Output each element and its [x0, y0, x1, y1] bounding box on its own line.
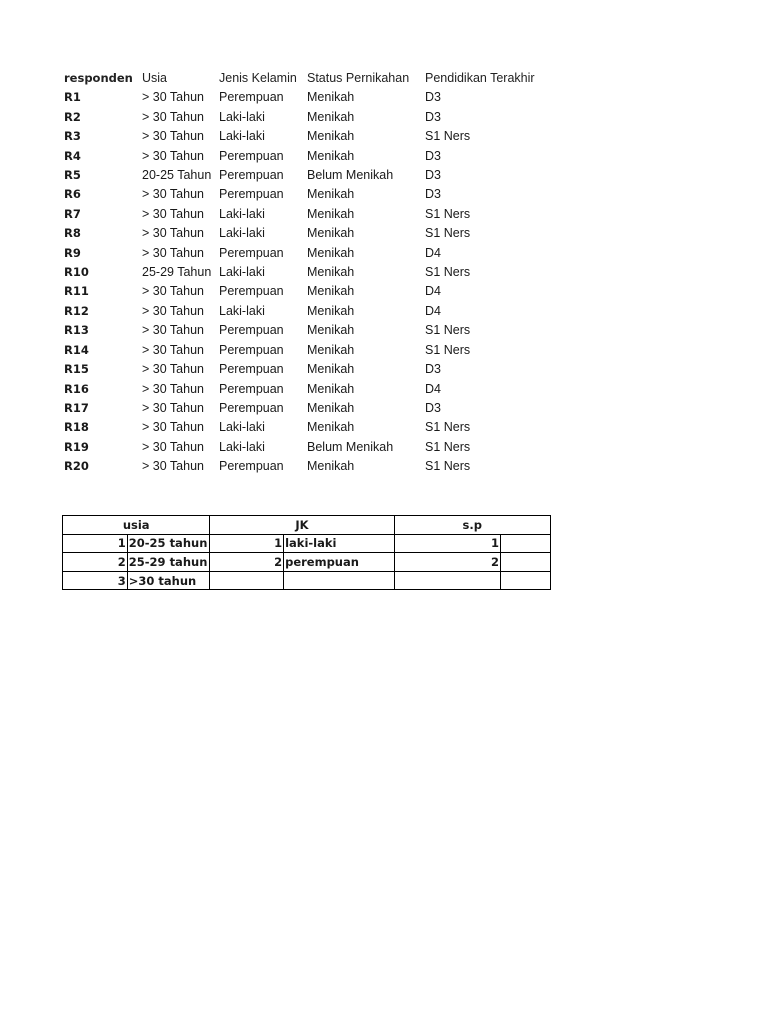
code-jk-number[interactable]: [210, 571, 284, 590]
cell-status-pernikahan[interactable]: Menikah: [307, 90, 355, 105]
cell-status-pernikahan[interactable]: Menikah: [307, 323, 355, 338]
cell-pendidikan-terakhir[interactable]: D4: [425, 284, 441, 299]
cell-status-pernikahan[interactable]: Menikah: [307, 148, 355, 163]
cell-status-pernikahan[interactable]: Menikah: [307, 420, 355, 435]
table-row: [62, 418, 557, 437]
header-status-pernikahan[interactable]: Status Pernikahan: [307, 71, 410, 85]
code-header-sp[interactable]: s.p: [394, 516, 550, 535]
table-row: [62, 127, 557, 146]
code-jk-label[interactable]: perempuan: [284, 553, 394, 572]
cell-jenis-kelamin[interactable]: Laki-laki: [219, 420, 265, 435]
cell-pendidikan-terakhir[interactable]: D3: [425, 187, 441, 202]
cell-pendidikan-terakhir[interactable]: S1 Ners: [425, 129, 471, 144]
cell-status-pernikahan[interactable]: Menikah: [307, 400, 355, 415]
table-row: [62, 302, 557, 321]
cell-responden[interactable]: R13: [64, 323, 89, 338]
cell-pendidikan-terakhir[interactable]: D4: [425, 303, 441, 318]
table-row: [62, 341, 557, 360]
cell-pendidikan-terakhir[interactable]: D3: [425, 90, 441, 105]
cell-jenis-kelamin[interactable]: Perempuan: [219, 400, 284, 415]
code-sp-number[interactable]: 1: [394, 534, 500, 553]
cell-jenis-kelamin[interactable]: Perempuan: [219, 323, 284, 338]
cell-jenis-kelamin[interactable]: Laki-laki: [219, 303, 265, 318]
cell-jenis-kelamin[interactable]: Perempuan: [219, 284, 284, 299]
cell-jenis-kelamin[interactable]: Perempuan: [219, 362, 284, 377]
cell-pendidikan-terakhir[interactable]: D3: [425, 109, 441, 124]
cell-status-pernikahan[interactable]: Menikah: [307, 265, 355, 280]
respondent-table: [62, 69, 557, 477]
cell-usia[interactable]: > 30 Tahun: [142, 148, 204, 163]
cell-pendidikan-terakhir[interactable]: S1 Ners: [425, 265, 471, 280]
cell-usia[interactable]: > 30 Tahun: [142, 381, 204, 396]
cell-responden[interactable]: R20: [64, 459, 89, 474]
cell-jenis-kelamin[interactable]: Perempuan: [219, 187, 284, 202]
cell-pendidikan-terakhir[interactable]: S1 Ners: [425, 420, 471, 435]
table-row: [62, 108, 557, 127]
code-jk-number[interactable]: 2: [210, 553, 284, 572]
table-row: [62, 88, 557, 107]
code-jk-label[interactable]: [284, 571, 394, 590]
cell-responden[interactable]: R10: [64, 265, 89, 280]
cell-usia[interactable]: > 30 Tahun: [142, 187, 204, 202]
table-row: [62, 147, 557, 166]
code-usia-label[interactable]: 25-29 tahun: [127, 553, 210, 572]
cell-usia[interactable]: > 30 Tahun: [142, 129, 204, 144]
cell-pendidikan-terakhir[interactable]: D3: [425, 148, 441, 163]
code-usia-label[interactable]: 20-25 tahun: [127, 534, 210, 553]
cell-status-pernikahan[interactable]: Menikah: [307, 459, 355, 474]
cell-responden[interactable]: R15: [64, 362, 89, 377]
header-row: [62, 69, 557, 88]
code-jk-label[interactable]: laki-laki: [284, 534, 394, 553]
cell-jenis-kelamin[interactable]: Perempuan: [219, 342, 284, 357]
cell-pendidikan-terakhir[interactable]: S1 Ners: [425, 323, 471, 338]
table-row: [62, 321, 557, 340]
cell-usia[interactable]: 20-25 Tahun: [142, 168, 212, 183]
cell-status-pernikahan[interactable]: Menikah: [307, 226, 355, 241]
table-row: [62, 166, 557, 185]
cell-responden[interactable]: R6: [64, 187, 81, 202]
cell-usia[interactable]: > 30 Tahun: [142, 362, 204, 377]
cell-jenis-kelamin[interactable]: Perempuan: [219, 168, 284, 183]
cell-jenis-kelamin[interactable]: Laki-laki: [219, 129, 265, 144]
cell-responden[interactable]: R17: [64, 400, 89, 415]
code-usia-label[interactable]: >30 tahun: [127, 571, 210, 590]
cell-responden[interactable]: R3: [64, 129, 81, 144]
table-row: [62, 263, 557, 282]
cell-pendidikan-terakhir[interactable]: S1 Ners: [425, 206, 471, 221]
cell-usia[interactable]: > 30 Tahun: [142, 420, 204, 435]
cell-responden[interactable]: R4: [64, 148, 81, 163]
cell-jenis-kelamin[interactable]: Laki-laki: [219, 109, 265, 124]
cell-responden[interactable]: R11: [64, 284, 89, 299]
cell-usia[interactable]: > 30 Tahun: [142, 323, 204, 338]
code-usia-number[interactable]: 1: [63, 534, 128, 553]
cell-pendidikan-terakhir[interactable]: D3: [425, 362, 441, 377]
cell-usia[interactable]: 25-29 Tahun: [142, 265, 212, 280]
cell-responden[interactable]: R18: [64, 420, 89, 435]
cell-usia[interactable]: > 30 Tahun: [142, 226, 204, 241]
cell-status-pernikahan[interactable]: Menikah: [307, 206, 355, 221]
cell-usia[interactable]: > 30 Tahun: [142, 90, 204, 105]
table-row: [62, 282, 557, 301]
cell-responden[interactable]: R19: [64, 439, 89, 454]
cell-pendidikan-terakhir[interactable]: D4: [425, 381, 441, 396]
code-sp-number[interactable]: [394, 571, 500, 590]
cell-pendidikan-terakhir[interactable]: D4: [425, 245, 441, 260]
table-row: [62, 399, 557, 418]
code-sp-label[interactable]: [500, 571, 550, 590]
cell-usia[interactable]: > 30 Tahun: [142, 459, 204, 474]
cell-responden[interactable]: R5: [64, 168, 81, 183]
table-row: [62, 185, 557, 204]
table-row: [62, 244, 557, 263]
cell-responden[interactable]: R7: [64, 206, 81, 221]
code-sp-label[interactable]: [500, 534, 550, 553]
cell-usia[interactable]: > 30 Tahun: [142, 284, 204, 299]
cell-jenis-kelamin[interactable]: Laki-laki: [219, 206, 265, 221]
cell-status-pernikahan[interactable]: Menikah: [307, 129, 355, 144]
code-row: [63, 553, 551, 572]
cell-status-pernikahan[interactable]: Belum Menikah: [307, 439, 394, 454]
cell-responden[interactable]: R1: [64, 90, 81, 105]
cell-responden[interactable]: R14: [64, 342, 89, 357]
code-row: [63, 571, 551, 590]
code-usia-number[interactable]: 3: [63, 571, 128, 590]
cell-responden[interactable]: R8: [64, 226, 81, 241]
header-pendidikan-terakhir[interactable]: Pendidikan Terakhir: [425, 71, 535, 85]
cell-status-pernikahan[interactable]: Belum Menikah: [307, 168, 394, 183]
cell-pendidikan-terakhir[interactable]: S1 Ners: [425, 439, 471, 454]
code-sp-number[interactable]: 2: [394, 553, 500, 572]
code-jk-number[interactable]: 1: [210, 534, 284, 553]
code-header-jk[interactable]: JK: [210, 516, 394, 535]
cell-pendidikan-terakhir[interactable]: S1 Ners: [425, 226, 471, 241]
code-table: [62, 515, 551, 590]
cell-status-pernikahan[interactable]: Menikah: [307, 362, 355, 377]
cell-usia[interactable]: > 30 Tahun: [142, 206, 204, 221]
code-sp-label[interactable]: [500, 553, 550, 572]
cell-status-pernikahan[interactable]: Menikah: [307, 284, 355, 299]
code-table-viewport: [62, 515, 551, 595]
cell-jenis-kelamin[interactable]: Perempuan: [219, 381, 284, 396]
cell-status-pernikahan[interactable]: Menikah: [307, 303, 355, 318]
code-row: [63, 534, 551, 553]
cell-status-pernikahan[interactable]: Menikah: [307, 381, 355, 396]
cell-pendidikan-terakhir[interactable]: D3: [425, 168, 441, 183]
cell-responden[interactable]: R9: [64, 245, 81, 260]
cell-usia[interactable]: > 30 Tahun: [142, 109, 204, 124]
table-row: [62, 205, 557, 224]
cell-usia[interactable]: > 30 Tahun: [142, 342, 204, 357]
cell-status-pernikahan[interactable]: Menikah: [307, 245, 355, 260]
cell-jenis-kelamin[interactable]: Laki-laki: [219, 265, 265, 280]
cell-jenis-kelamin[interactable]: Perempuan: [219, 148, 284, 163]
header-usia[interactable]: Usia: [142, 71, 168, 85]
cell-usia[interactable]: > 30 Tahun: [142, 245, 204, 260]
table-row: [62, 457, 557, 476]
cell-responden[interactable]: R2: [64, 109, 81, 124]
cell-pendidikan-terakhir[interactable]: D3: [425, 400, 441, 415]
table-row: [62, 438, 557, 457]
cell-jenis-kelamin[interactable]: Perempuan: [219, 90, 284, 105]
cell-jenis-kelamin[interactable]: Perempuan: [219, 459, 284, 474]
cell-usia[interactable]: > 30 Tahun: [142, 400, 204, 415]
cell-status-pernikahan[interactable]: Menikah: [307, 109, 355, 124]
code-header-usia[interactable]: usia: [63, 516, 210, 535]
code-usia-number[interactable]: 2: [63, 553, 128, 572]
cell-jenis-kelamin[interactable]: Laki-laki: [219, 439, 265, 454]
header-jenis-kelamin[interactable]: Jenis Kelamin: [219, 71, 297, 85]
cell-pendidikan-terakhir[interactable]: S1 Ners: [425, 459, 471, 474]
cell-status-pernikahan[interactable]: Menikah: [307, 187, 355, 202]
cell-responden[interactable]: R12: [64, 303, 89, 318]
code-header-row: [63, 516, 551, 535]
cell-jenis-kelamin[interactable]: Perempuan: [219, 245, 284, 260]
cell-jenis-kelamin[interactable]: Laki-laki: [219, 226, 265, 241]
header-responden[interactable]: responden: [64, 71, 133, 85]
table-row: [62, 360, 557, 379]
cell-usia[interactable]: > 30 Tahun: [142, 439, 204, 454]
cell-usia[interactable]: > 30 Tahun: [142, 303, 204, 318]
cell-status-pernikahan[interactable]: Menikah: [307, 342, 355, 357]
cell-pendidikan-terakhir[interactable]: S1 Ners: [425, 342, 471, 357]
table-row: [62, 224, 557, 243]
cell-responden[interactable]: R16: [64, 381, 89, 396]
table-row: [62, 380, 557, 399]
